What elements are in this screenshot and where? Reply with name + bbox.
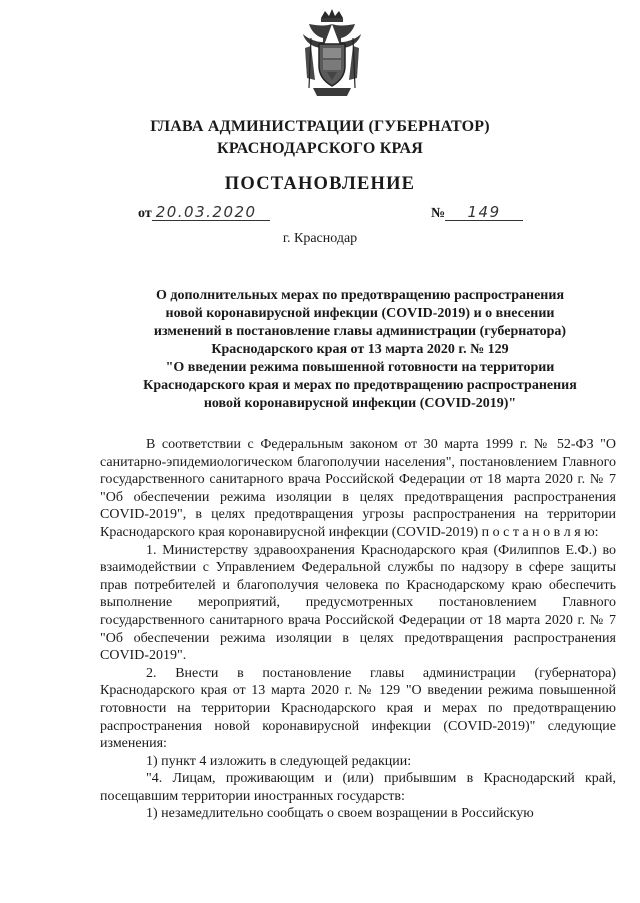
body-paragraph: В соответствии с Федеральным законом от 30 марта 1999 г. № 52-ФЗ "О санитарно-эпидемиологическом благополучии населения", постановлением Главного государственного санитарного врача Российской Федерации от 18 марта 2020 г. № 7 "Об обеспечении режима изоляции в целях предотвращения распространения COVID-2019", в целях предотвращения угрозы распространения на территории Краснодарского края коронавирусной инфекции (COVID-2019) п о с т а н о в л я ю: [100,437,616,540]
body-paragraph: 1) незамедлительно сообщать о своем возращении в Российскую [146,806,534,822]
date-prefix: от [138,206,152,221]
title-line: Краснодарского края от 13 марта 2020 г. № 129 [211,342,509,357]
document-city: г. Краснодар [282,231,358,246]
document-date [138,205,270,222]
number-value: 149 [445,205,523,221]
authority-region: КРАСНОДАРСКОГО КРАЯ [217,140,423,157]
title-line: новой коронавирусной инфекции (COVID-2019) и о внесении [165,306,555,321]
number-prefix: № [431,206,446,221]
title-line: новой коронавирусной инфекции (COVID-2019)" [203,396,517,411]
title-line: О дополнительных мерах по предотвращению распространения [155,288,565,303]
date-value: 20.03.2020 [152,205,270,221]
body-paragraph: 2. Внести в постановление главы администрации (губернатора) Краснодарского края от 13 марта 2020 г. № 129 "О введении режима повышенной готовности на территории Краснодарского края и мерах по предотвращению распространения новой коронавирусной инфекции (COVID-2019)" следующие изменения: [100,665,616,752]
body-paragraph: 1) пункт 4 изложить в следующей редакции: [146,753,412,769]
title-line: Краснодарского края и мерах по предотвращению распространения [143,378,577,393]
body-paragraph: "4. Лицам, проживающим и (или) прибывшим в Краснодарский край, посещавшим территории иностранных государств: [100,771,616,804]
body-paragraph: 1. Министерству здравоохранения Краснодарского края (Филиппов Е.Ф.) во взаимодействии с Управлением Федеральной службы по надзору в сфере защиты прав потребителей и благополучия человека по Краснодарскому краю обеспечить выполнение мероприятий, предусмотренных постановлением Главного государственного санитарного врача Российской Федерации от 18 марта 2020 г. № 7 "Об обеспечении режима изоляции в целях предотвращения распространения COVID-2019". [100,542,616,664]
title-line: изменений в постановление главы администрации (губернатора) [153,324,567,339]
coat-of-arms-emblem [297,8,367,100]
document-number [431,205,523,222]
document-title [100,287,620,413]
document-type: ПОСТАНОВЛЕНИЕ [224,174,416,194]
title-line: "О введении режима повышенной готовности на территории [165,360,555,375]
authority-title: ГЛАВА АДМИНИСТРАЦИИ (ГУБЕРНАТОР) [150,118,490,135]
document-body [100,436,616,823]
